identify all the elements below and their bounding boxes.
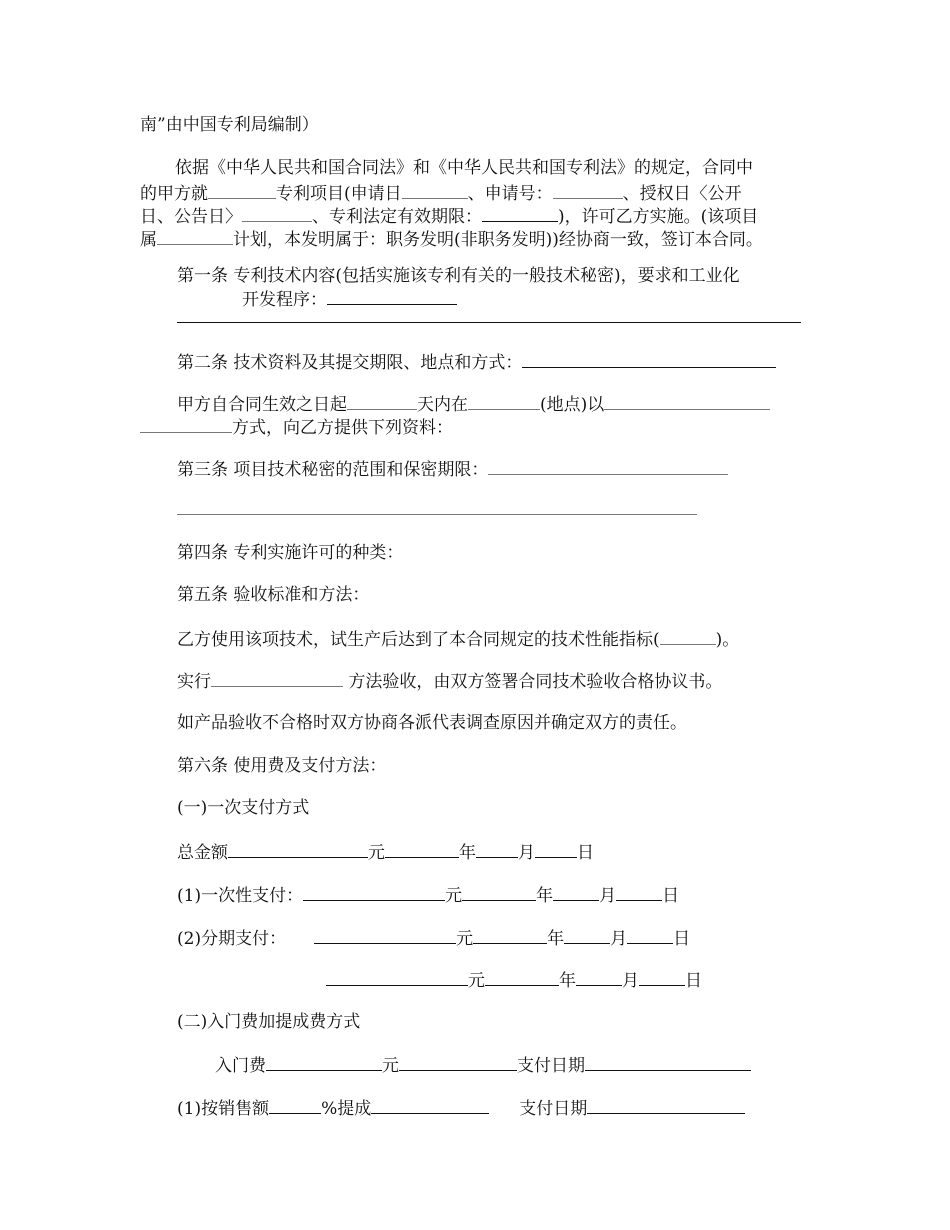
entry-fee-date-blank[interactable]: [585, 1052, 751, 1071]
installment-1-year-blank[interactable]: [473, 925, 547, 944]
performance-index-blank[interactable]: [660, 626, 716, 645]
acceptance-method-blank[interactable]: [211, 668, 343, 687]
method-blank[interactable]: [604, 391, 770, 410]
sales-royalty-date-blank[interactable]: [587, 1095, 745, 1114]
application-number-blank[interactable]: [553, 180, 623, 199]
total-year-blank[interactable]: [385, 839, 459, 858]
preamble-line-1: 依据《中华人民共和国合同法》和《中华人民共和国专利法》的规定，合同中: [175, 158, 753, 178]
method-blank-continued[interactable]: [140, 414, 232, 433]
validity-period-blank[interactable]: [482, 203, 558, 222]
sales-percent-blank[interactable]: [269, 1095, 321, 1114]
location-blank[interactable]: [468, 391, 540, 410]
article-1-rule: [177, 322, 801, 323]
installment-2-year-blank[interactable]: [485, 967, 559, 986]
article-1-line-2: 开发程序：: [242, 286, 457, 312]
option-1-heading: (一)一次支付方式: [177, 798, 310, 818]
article-5-line-1: 乙方使用该项技术，试生产后达到了本合同规定的技术性能指标( )。: [177, 626, 739, 652]
article-2-heading: 第二条 技术资料及其提交期限、地点和方式：: [177, 349, 776, 375]
grant-date-blank[interactable]: [242, 203, 312, 222]
option-2-heading: (二)入门费加提成费方式: [177, 1012, 361, 1032]
lump-sum-amount-blank[interactable]: [303, 882, 445, 901]
total-month-blank[interactable]: [476, 839, 518, 858]
preamble-line-2: 的甲方就 专利项目(申请日 、申请号： 、授权日〈公开: [140, 180, 742, 206]
article-5-line-3: 如产品验收不合格时双方协商各派代表调查原因并确定双方的责任。: [177, 713, 687, 733]
article-1-heading: 第一条 专利技术内容(包括实施该专利有关的一般技术秘密)，要求和工业化: [177, 266, 740, 286]
patent-project-blank[interactable]: [208, 180, 276, 199]
installment-1-day-blank[interactable]: [627, 925, 673, 944]
total-day-blank[interactable]: [535, 839, 577, 858]
application-date-blank[interactable]: [402, 180, 468, 199]
total-amount-row: 总金额 元 年 月 日: [177, 839, 594, 865]
sales-royalty-amount-blank[interactable]: [371, 1095, 489, 1114]
secrecy-scope-blank[interactable]: [488, 456, 728, 475]
article-4-heading: 第四条 专利实施许可的种类：: [177, 543, 404, 563]
installment-2-day-blank[interactable]: [639, 967, 685, 986]
article-3-heading: 第三条 项目技术秘密的范围和保密期限：: [177, 456, 728, 482]
preamble-line-4: 属 计划，本发明属于：职务发明(非职务发明))经协商一致，签订本合同。: [140, 226, 763, 252]
lump-sum-row: (1)一次性支付： 元 年 月 日: [177, 882, 679, 908]
installment-2-amount-blank[interactable]: [326, 967, 468, 986]
entry-fee-row: 入门费 元 支付日期: [215, 1052, 751, 1078]
lump-sum-day-blank[interactable]: [616, 882, 662, 901]
sales-royalty-row: (1)按销售额 %提成 支付日期: [177, 1095, 745, 1121]
intro-tail: 南”由中国专利局编制）: [140, 115, 319, 135]
technical-data-blank[interactable]: [522, 349, 776, 368]
article-5-line-2: 实行 方法验收，由双方签署合同技术验收合格协议书。: [177, 668, 722, 694]
article-5-heading: 第五条 验收标准和方法：: [177, 585, 370, 605]
installment-row-2: 元 年 月 日: [326, 967, 702, 993]
days-blank[interactable]: [347, 391, 417, 410]
article-6-heading: 第六条 使用费及支付方法：: [177, 756, 387, 776]
article-3-rule: [177, 514, 697, 515]
entry-fee-amount-blank[interactable]: [266, 1052, 382, 1071]
lump-sum-month-blank[interactable]: [553, 882, 599, 901]
article-2-body-2: 方式，向乙方提供下列资料：: [140, 414, 453, 440]
installment-1-amount-blank[interactable]: [314, 925, 456, 944]
article-2-body-1: 甲方自合同生效之日起 天内在 (地点)以: [177, 391, 770, 417]
installment-row-1: (2)分期支付： 元 年 月 日: [177, 925, 690, 951]
lump-sum-year-blank[interactable]: [462, 882, 536, 901]
total-amount-blank[interactable]: [228, 839, 368, 858]
preamble-line-3: 日、公告日〉 、专利法定有效期限： )，许可乙方实施。(该项目: [140, 203, 758, 229]
installment-2-month-blank[interactable]: [576, 967, 622, 986]
plan-blank[interactable]: [157, 226, 233, 245]
installment-1-month-blank[interactable]: [564, 925, 610, 944]
development-procedure-blank[interactable]: [327, 286, 457, 305]
entry-fee-spacer-blank[interactable]: [399, 1052, 517, 1071]
